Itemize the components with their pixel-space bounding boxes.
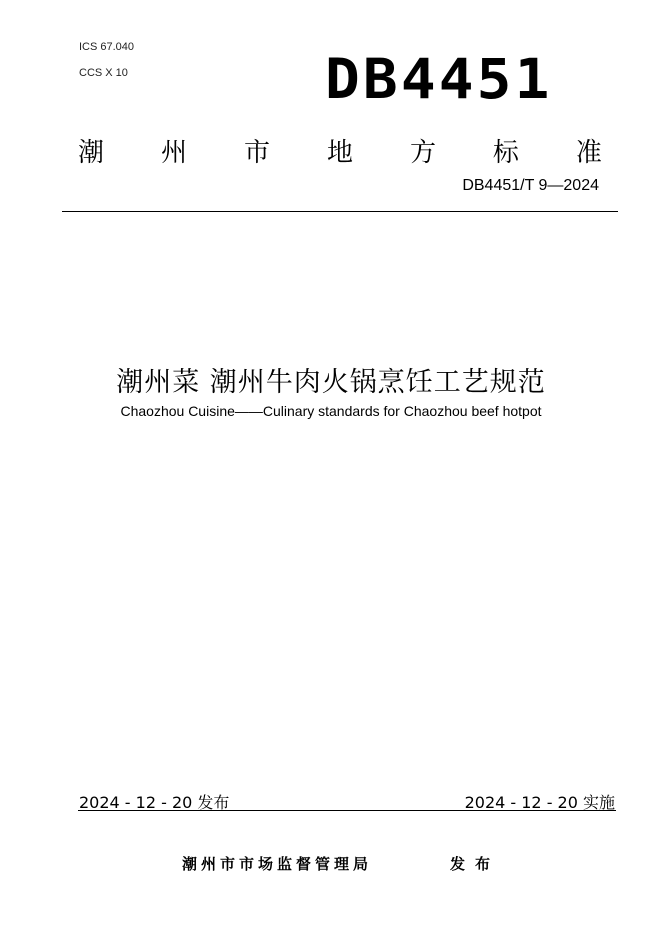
ics-code: ICS 67.040 — [79, 41, 135, 53]
header-divider — [62, 211, 618, 212]
org-char: 地 — [326, 138, 353, 168]
org-char: 方 — [409, 138, 436, 168]
document-title-english: Chaozhou Cuisine——Culinary standards for Chaozhou beef hotpot — [120, 403, 542, 419]
publish-date: 2024 - 12 - 20 发布 — [79, 793, 230, 812]
standard-type-heading — [78, 132, 602, 169]
document-title-chinese: 潮州菜 潮州牛肉火锅烹饪工艺规范 — [116, 367, 546, 398]
issuing-authority: 潮州市市场监督管理局 — [182, 855, 373, 873]
org-char: 州 — [160, 138, 187, 168]
ccs-code: CCS X 10 — [79, 67, 128, 79]
footer-divider — [78, 810, 616, 811]
standard-number: DB4451/T 9—2024 — [462, 177, 599, 194]
db-logo: DB4451 — [325, 47, 553, 111]
effective-date: 2024 - 12 - 20 实施 — [464, 793, 615, 812]
org-char: 标 — [492, 138, 519, 168]
org-char: 准 — [575, 138, 602, 168]
org-char: 市 — [243, 138, 270, 168]
org-char: 潮 — [78, 138, 105, 168]
issue-label: 发布 — [450, 855, 501, 873]
